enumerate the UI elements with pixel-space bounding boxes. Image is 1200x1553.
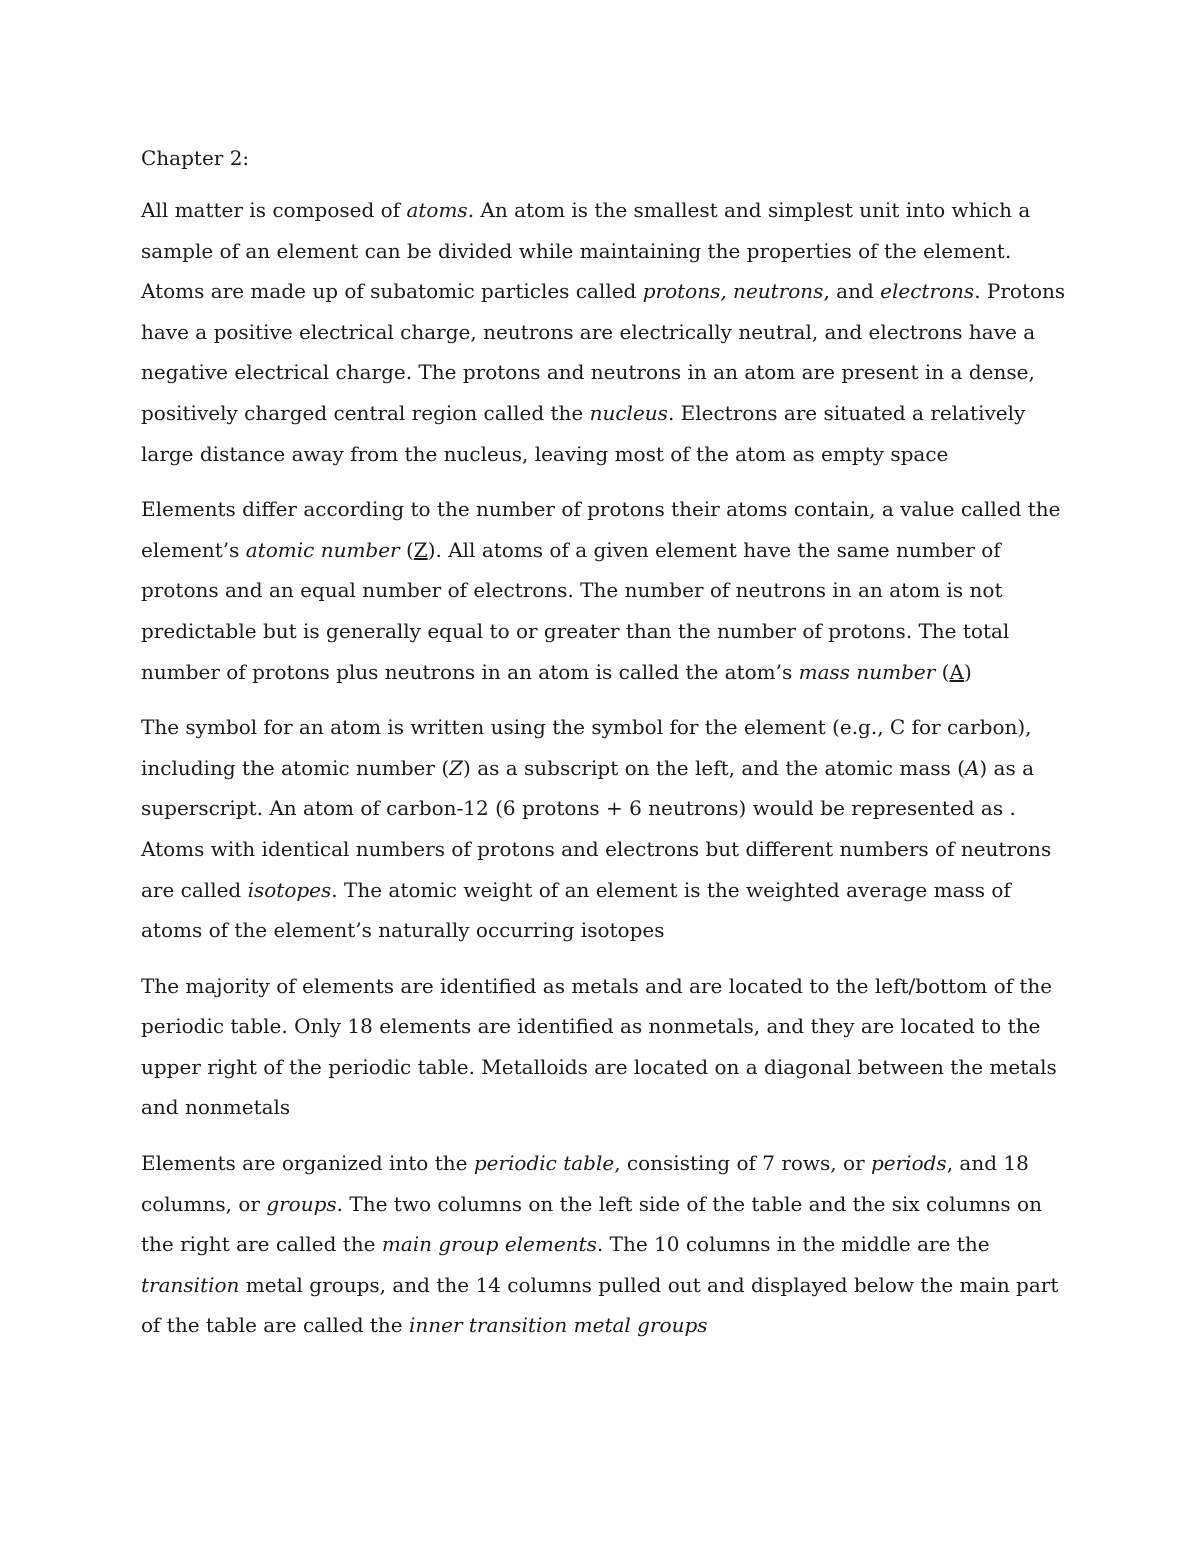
text-run: ( bbox=[935, 659, 950, 684]
underlined-symbol: A bbox=[949, 659, 964, 684]
italic-term: periodic table bbox=[473, 1151, 615, 1176]
text-run: Elements are organized into the bbox=[141, 1151, 474, 1176]
italic-term: groups bbox=[266, 1191, 337, 1216]
text-run: . The two columns on the left side of the table and the six columns on the right are called the bbox=[141, 1191, 1042, 1257]
text-run: ( bbox=[399, 537, 414, 562]
text-run: , and bbox=[823, 279, 881, 304]
body-paragraph bbox=[141, 1143, 1066, 1346]
text-run: . The 10 columns in the middle are the bbox=[596, 1232, 990, 1257]
body-paragraph bbox=[141, 190, 1066, 474]
italic-term: periods bbox=[870, 1151, 947, 1176]
italic-term: electrons bbox=[880, 279, 975, 304]
italic-term: A bbox=[964, 755, 980, 780]
italic-term: Z bbox=[449, 755, 464, 780]
text-run: Elements differ according to the number of protons their atoms contain, a value called the element’s bbox=[141, 497, 1061, 562]
italic-term: isotopes bbox=[247, 877, 332, 902]
italic-term: nucleus bbox=[589, 400, 668, 425]
text-run: ) as a superscript. An atom of carbon-12 (6 protons + 6 neutrons) would be represented as . Atoms with identical numbers of protons and electrons but different numbers of neutrons are called bbox=[141, 755, 1052, 902]
underlined-symbol: Z bbox=[413, 537, 428, 562]
text-run: ) bbox=[963, 659, 972, 684]
text-run: . An atom is the smallest and simplest unit into which a sample of an element can be divided while maintaining the properties of the element. Atoms are made up of subatomic particles called bbox=[141, 198, 1031, 304]
text-run: . Protons have a positive electrical charge, neutrons are electrically neutral, and electrons have a negative electrical charge. The protons and neutrons in an atom are present in a dense, positively charged central region called the bbox=[141, 279, 1066, 425]
italic-term: atoms bbox=[406, 198, 468, 222]
italic-term: main group elements bbox=[381, 1232, 597, 1257]
text-run: ). All atoms of a given element have the same number of protons and an equal number of electrons. The number of neutrons in an atom is not predictable but is generally equal to or greater than the number of protons. The total number of protons plus neutrons in an atom is called the atom’s bbox=[141, 537, 1010, 684]
text-run: ) as a subscript on the left, and the atomic mass ( bbox=[463, 755, 965, 780]
italic-term: protons, neutrons bbox=[642, 279, 824, 304]
body-paragraph bbox=[141, 707, 1066, 951]
italic-term: mass number bbox=[798, 659, 936, 684]
text-run: , consisting of 7 rows, or bbox=[614, 1151, 871, 1176]
text-run: , and 18 columns, or bbox=[141, 1151, 1029, 1216]
text-run: metal groups, and the 14 columns pulled out and displayed below the main part of the table are called the bbox=[141, 1272, 1059, 1338]
body-paragraph bbox=[141, 966, 1066, 1128]
italic-term: inner transition metal groups bbox=[408, 1313, 708, 1338]
chapter-heading: Chapter 2: bbox=[141, 146, 250, 170]
italic-term: atomic number bbox=[245, 537, 400, 562]
document-body bbox=[141, 190, 1066, 1346]
text-run: The symbol for an atom is written using the symbol for the element (e.g., C for carbon), including the atomic number ( bbox=[141, 715, 1032, 780]
body-paragraph bbox=[141, 489, 1066, 692]
text-run: . The atomic weight of an element is the weighted average mass of atoms of the element’s naturally occurring isotopes bbox=[141, 877, 1011, 943]
text-run: All matter is composed of bbox=[141, 198, 407, 222]
text-run: The majority of elements are identified as metals and are located to the left/bottom of the periodic table. Only 18 elements are identified as nonmetals, and they are located to the upper right of the periodic table. Metalloids are located on a diagonal between the metals and nonmetals bbox=[141, 973, 1057, 1120]
document-page bbox=[141, 138, 1066, 1361]
italic-term: transition bbox=[141, 1272, 240, 1297]
text-run: . Electrons are situated a relatively large distance away from the nucleus, leaving most of the atom as empty space bbox=[141, 400, 1026, 466]
